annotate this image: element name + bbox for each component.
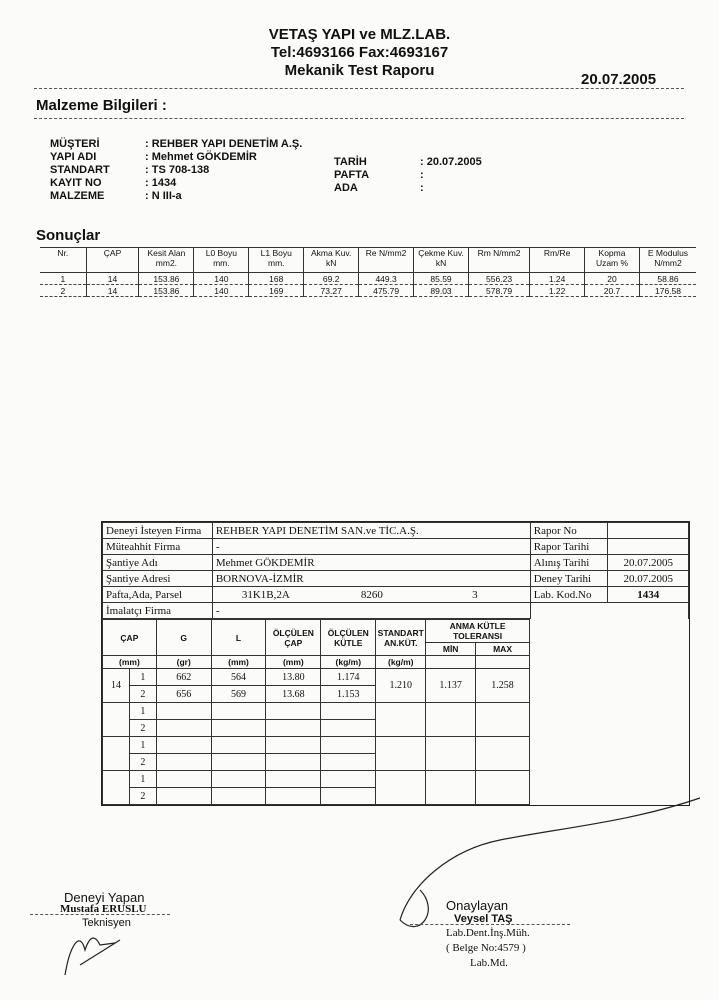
standart-value: 1.210 (376, 669, 426, 703)
pafta-values (212, 587, 530, 603)
parsel-value: 3 (472, 588, 478, 601)
sample-no: 2 (129, 686, 156, 703)
cell: 153.86 (139, 273, 194, 285)
form-value: 20.07.2005 (608, 571, 689, 587)
results-table (40, 247, 696, 297)
cell: 140 (194, 285, 249, 297)
table-row (103, 703, 530, 720)
material-right-fields (334, 155, 482, 194)
material-divider (34, 118, 684, 119)
form-label: Pafta,Ada, Parsel (103, 587, 213, 603)
col-header: Re N/mm2 (359, 248, 414, 273)
col-header: Rm N/mm2 (468, 248, 529, 273)
empty-cell (103, 703, 130, 737)
material-fields (50, 137, 302, 202)
max-value: 1.258 (476, 669, 530, 703)
cell: 140 (194, 273, 249, 285)
form-label: Rapor Tarihi (530, 539, 608, 555)
phone-fax: Tel:4693166 Fax:4693167 (270, 44, 449, 61)
cap-value: 14 (103, 669, 130, 703)
left-signature-name: Mustafa ERUSLU (60, 903, 147, 915)
lab-form (101, 521, 690, 806)
min-value: 1.137 (426, 669, 476, 703)
field-value: : N III-a (145, 190, 182, 202)
form-value: REHBER YAPI DENETİM SAN.ve TİC.A.Ş. (212, 523, 530, 539)
sample-no: 1 (129, 703, 156, 720)
sample-no: 2 (129, 754, 156, 771)
form-label: Şantiye Adı (103, 555, 213, 571)
cell: 449.3 (359, 273, 414, 285)
table-row (103, 669, 530, 686)
sample-no: 1 (129, 669, 156, 686)
max-header: MAX (476, 643, 530, 656)
field-label: PAFTA (334, 169, 370, 181)
empty-cell (103, 771, 130, 805)
signature-scribble (380, 790, 710, 950)
cap-unit: (mm) (103, 656, 157, 669)
left-signature-role: Teknisyen (82, 917, 131, 929)
field-value: : TS 708-138 (145, 164, 210, 176)
right-signature-name: Veysel TAŞ (454, 913, 513, 925)
right-signature-line (410, 924, 570, 925)
olc-cap-value: 13.68 (266, 686, 321, 703)
standart-header: STANDART AN.KÜT. (376, 620, 426, 656)
report-date: 20.07.2005 (581, 71, 657, 88)
cell: 168 (249, 273, 304, 285)
col-header: Kopma Uzam % (585, 248, 640, 273)
left-signature-title: Deneyi Yapan (64, 890, 145, 905)
l-header: L (211, 620, 266, 656)
cell: 20 (585, 273, 640, 285)
cell: 14 (86, 285, 139, 297)
col-header: Nr. (40, 248, 86, 273)
empty-cell (426, 656, 476, 669)
form-label: Şantiye Adresi (103, 571, 213, 587)
right-signature-role: Lab.Dent.İnş.Müh. (446, 927, 530, 939)
field-value: : (420, 182, 424, 194)
left-signature-line (30, 914, 170, 915)
standart-unit: (kg/m) (376, 656, 426, 669)
form-label: Rapor No (530, 523, 608, 539)
form-row (103, 523, 689, 539)
cell: 58.86 (639, 273, 696, 285)
g-value: 656 (156, 686, 211, 703)
col-header: L0 Boyu mm. (194, 248, 249, 273)
l-unit: (mm) (211, 656, 266, 669)
field-value: : (420, 169, 424, 181)
cell: 176.58 (639, 285, 696, 297)
right-signature-cert: ( Belge No:4579 ) (446, 942, 526, 954)
form-value (608, 539, 689, 555)
form-label: Alınış Tarihi (530, 555, 608, 571)
empty-cell (476, 656, 530, 669)
right-signature-unit: Lab.Md. (470, 957, 508, 969)
cell: 556.23 (468, 273, 529, 285)
field-value: : 20.07.2005 (420, 156, 482, 168)
cap-header: ÇAP (103, 620, 157, 656)
cell: 475.79 (359, 285, 414, 297)
unit-row (103, 656, 530, 669)
cell: 169 (249, 285, 304, 297)
g-value: 662 (156, 669, 211, 686)
cell: 20.7 (585, 285, 640, 297)
form-row (103, 555, 689, 571)
olc-cap-unit: (mm) (266, 656, 321, 669)
g-header: G (156, 620, 211, 656)
form-value: - (212, 539, 530, 555)
empty-cell (103, 737, 130, 771)
results-header-row (40, 248, 696, 273)
ada-value: 8260 (360, 588, 383, 601)
min-header: MİN (426, 643, 476, 656)
olc-kutle-value: 1.174 (321, 669, 376, 686)
cell: 153.86 (139, 285, 194, 297)
table-row (40, 273, 696, 285)
right-signature-title: Onaylayan (446, 898, 509, 913)
form-row (103, 603, 689, 619)
table-row (40, 285, 696, 297)
l-value: 564 (211, 669, 266, 686)
cell: 85.59 (414, 273, 469, 285)
cell: 14 (86, 273, 139, 285)
empty-cell (530, 603, 688, 619)
report-title: Mekanik Test Raporu (284, 62, 435, 79)
form-row (103, 539, 689, 555)
cell: 1 (40, 273, 86, 285)
sample-no: 1 (129, 771, 156, 788)
olc-kutle-unit: (kg/m) (321, 656, 376, 669)
form-row (103, 571, 689, 587)
form-value: 20.07.2005 (608, 555, 689, 571)
table-row (103, 737, 530, 754)
table-row (103, 771, 530, 788)
cell: 2 (40, 285, 86, 297)
field-label: ADA (334, 182, 358, 194)
form-value: - (212, 603, 530, 619)
col-header: Rm/Re (530, 248, 585, 273)
olc-kutle-value: 1.153 (321, 686, 376, 703)
field-label: MÜŞTERİ (50, 138, 100, 150)
col-header: Çekme Kuv. kN (414, 248, 469, 273)
company-name: VETAŞ YAPI ve MLZ.LAB. (268, 26, 451, 43)
lab-code-value: 1434 (608, 587, 689, 603)
form-label: Müteahhit Firma (103, 539, 213, 555)
olc-cap-value: 13.80 (266, 669, 321, 686)
sample-no: 2 (129, 720, 156, 737)
olc-kutle-header: ÖLÇÜLEN KÜTLE (321, 620, 376, 656)
results-section-title: Sonuçlar (36, 227, 101, 244)
col-header: Akma Kuv. kN (304, 248, 359, 273)
form-info-table (102, 522, 689, 619)
cell: 89.03 (414, 285, 469, 297)
form-label: İmalatçı Firma (103, 603, 213, 619)
field-label: TARİH (334, 156, 367, 168)
form-value (608, 523, 689, 539)
material-section-title: Malzeme Bilgileri : (36, 97, 167, 114)
field-value: : REHBER YAPI DENETİM A.Ş. (145, 138, 303, 150)
col-header: L1 Boyu mm. (249, 248, 304, 273)
cell: 1.24 (530, 273, 585, 285)
cell: 1.22 (530, 285, 585, 297)
field-label: KAYIT NO (50, 177, 102, 189)
col-header: E Modulus N/mm2 (639, 248, 696, 273)
form-value: Mehmet GÖKDEMİR (212, 555, 530, 571)
field-value: : 1434 (145, 177, 177, 189)
field-label: STANDART (50, 164, 110, 176)
field-value: : Mehmet GÖKDEMİR (145, 151, 257, 163)
anma-header: ANMA KÜTLE TOLERANSI (426, 620, 530, 643)
field-label: YAPI ADI (50, 151, 97, 163)
form-label: Lab. Kod.No (530, 587, 608, 603)
cell: 69.2 (304, 273, 359, 285)
form-label: Deneyi İsteyen Firma (103, 523, 213, 539)
sample-no: 2 (129, 788, 156, 805)
field-label: MALZEME (50, 190, 105, 202)
cell: 578.79 (468, 285, 529, 297)
measure-header-row (103, 620, 530, 643)
cell: 73.27 (304, 285, 359, 297)
g-unit: (gr) (156, 656, 211, 669)
form-label: Deney Tarihi (530, 571, 608, 587)
olc-cap-header: ÖLÇÜLEN ÇAP (266, 620, 321, 656)
form-row-pafta (103, 587, 689, 603)
col-header: ÇAP (86, 248, 139, 273)
pafta-value: 31K1B,2A (241, 588, 290, 601)
measurement-table (102, 619, 530, 805)
form-value: BORNOVA-İZMİR (212, 571, 530, 587)
col-header: Kesit Alan mm2. (139, 248, 194, 273)
sample-no: 1 (129, 737, 156, 754)
header-divider (34, 88, 684, 89)
l-value: 569 (211, 686, 266, 703)
